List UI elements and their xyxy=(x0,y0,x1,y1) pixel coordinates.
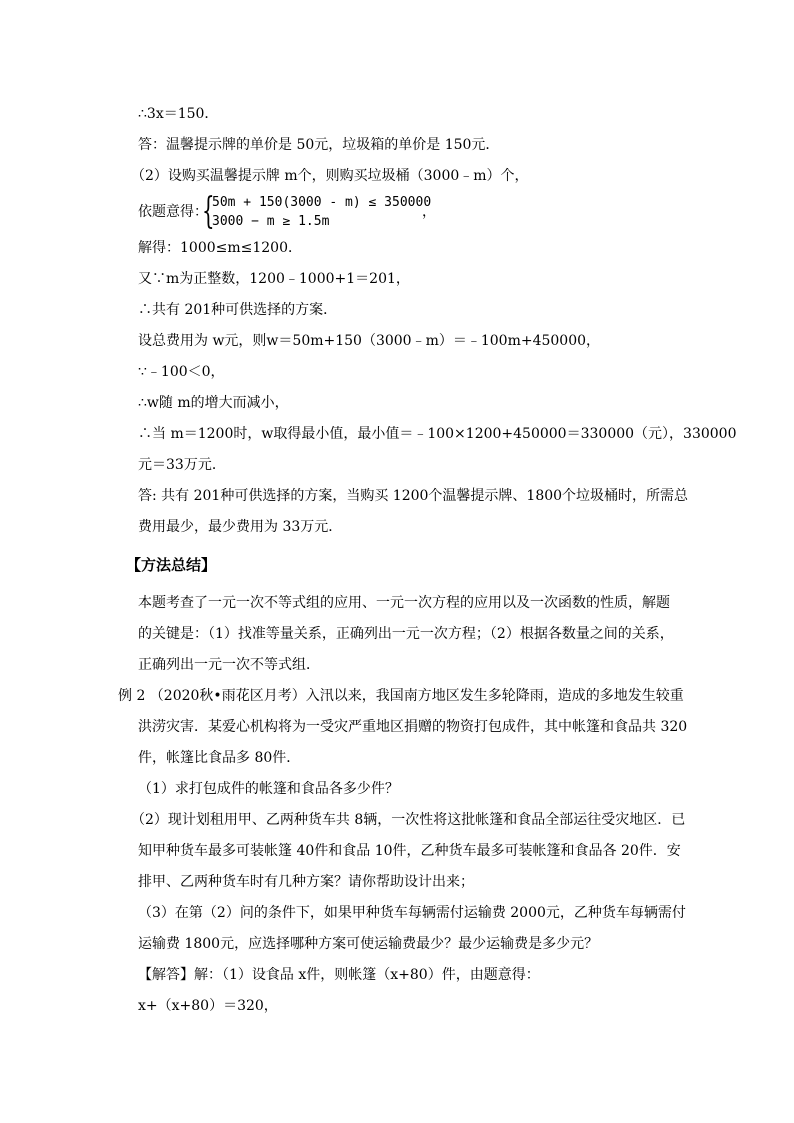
text-line: ∴3x＝150． xyxy=(138,106,219,122)
text-line: （2）设购买温馨提示牌 m个，则购买垃圾桶（3000﹣m）个， xyxy=(131,168,529,184)
text-line: 的关键是：（1）找准等量关系，正确列出一元一次方程；（2）根据各数量之间的关系， xyxy=(138,626,674,642)
text-line: 答：温馨提示牌的单价是 50元，垃圾箱的单价是 150元． xyxy=(138,137,500,153)
inequality-1: 50m + 150(3000 - m) ≤ 350000 xyxy=(212,195,432,210)
text-line: 正确列出一元一次不等式组． xyxy=(138,657,320,673)
section-heading: 【方法总结】 xyxy=(126,556,217,574)
text-line: （1）求打包成件的帐篷和食品各多少件？ xyxy=(138,781,399,797)
text-line: 排甲、乙两种货车时有几种方案？请你帮助设计出来； xyxy=(138,874,474,890)
example-title: 例 2 （2020秋•雨花区月考）入汛以来，我国南方地区发生多轮降雨，造成的多地发生较重 xyxy=(118,688,684,704)
system-tail: ， xyxy=(422,204,436,220)
text-line: （3）在第（2）问的条件下，如果甲种货车每辆需付运输费 2000元，乙种货车每辆需付 xyxy=(138,905,686,921)
text-line: 费用最少，最少费用为 33万元． xyxy=(138,519,343,535)
text-line: 解得：1000≤m≤1200． xyxy=(138,240,302,256)
text-line: ∴共有 201种可供选择的方案． xyxy=(138,302,338,318)
text-line: ∴当 m＝1200时，w取得最小值，最小值＝﹣100×1200+450000＝330000（元），330000 xyxy=(138,426,737,442)
text-line: 答: 共有 201种可供选择的方案，当购买 1200个温馨提示牌、1800个垃圾桶时，所需总 xyxy=(138,488,689,504)
text-line: ∴w随 m的增大而减小， xyxy=(138,395,289,411)
text-line: 元＝33万元． xyxy=(138,457,226,473)
text-line: 知甲种货车最多可装帐篷 40件和食品 10件，乙种货车最多可装帐篷和食品各 20件．安 xyxy=(138,843,681,859)
text-line: 本题考查了一元一次不等式组的应用、一元一次方程的应用以及一次函数的性质，解题 xyxy=(138,595,670,611)
text-line: ∵﹣100＜0， xyxy=(138,364,225,380)
system-label: 依题意得： xyxy=(138,204,208,220)
text-line: （2）现计划租用甲、乙两种货车共 8辆，一次性将这批帐篷和食品全部运往受灾地区．已 xyxy=(131,812,686,828)
text-line: 洪涝灾害．某爱心机构将为一受灾严重地区捐赠的物资打包成件，其中帐篷和食品共 320 xyxy=(138,719,688,735)
text-line: 运输费 1800元，应选择哪种方案可使运输费最少？最少运输费是多少元？ xyxy=(138,936,599,952)
answer-heading: 【解答】解：（1）设食品 x件，则帐篷（x+80）件，由题意得： xyxy=(138,967,540,983)
text-line: 件，帐篷比食品多 80件． xyxy=(138,750,301,766)
left-brace: { xyxy=(202,191,215,232)
text-line: 设总费用为 w元，则w＝50m+150（3000﹣m）＝﹣100m+450000， xyxy=(138,333,601,349)
text-line: 又∵m为正整数，1200﹣1000+1＝201， xyxy=(138,271,410,287)
inequality-2: 3000 − m ≥ 1.5m xyxy=(212,214,330,229)
text-line: x+（x+80）＝320， xyxy=(138,998,278,1014)
